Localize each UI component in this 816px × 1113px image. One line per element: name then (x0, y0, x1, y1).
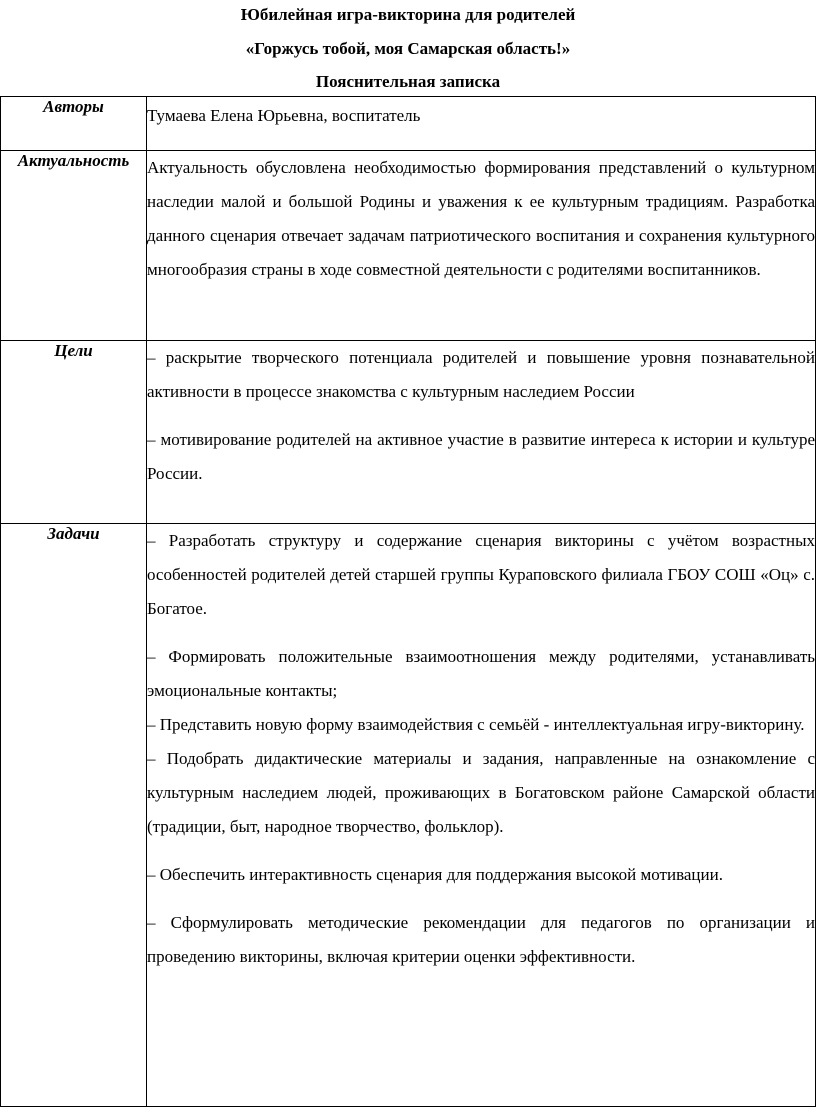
row-content-authors (147, 97, 816, 151)
row-label-relevance: Актуальность (1, 151, 147, 341)
task-item: – Формировать положительные взаимоотношения между родителями, устанавливать эмоциональные контакты; (147, 647, 815, 700)
document-title: Юбилейная игра-викторина для родителей (240, 5, 576, 24)
row-label-authors: Авторы (1, 97, 147, 151)
task-item: – Представить новую форму взаимодействия с семьёй - интеллектуальная игру-викторину. (147, 715, 805, 734)
task-item: – Сформулировать методические рекомендации для педагогов по организации и проведению викторины, включая критерии оценки эффективности. (147, 913, 815, 966)
row-label-tasks: Задачи (1, 524, 147, 1107)
table-row-tasks (1, 524, 816, 1107)
task-item: – Разработать структуру и содержание сценария викторины с учётом возрастных особенностей родителей детей старшей группы Кураповского филиала ГБОУ СОШ «Оц» с. Богатое. (147, 531, 815, 618)
task-item: – Обеспечить интерактивность сценария для поддержания высокой мотивации. (147, 865, 723, 884)
row-content-goals (147, 341, 816, 524)
table-row-relevance (1, 151, 816, 341)
relevance-text: Актуальность обусловлена необходимостью формирования представлений о культурном наследии малой и большой Родины и уважения к ее культурным традициям. Разработка данного сценария отвечает задачам патриотического воспитания и сохранения культурного многообразия страны в ходе совместной деятельности с родителями воспитанников. (147, 158, 815, 279)
goal-item: – мотивирование родителей на активное участие в развитие интереса к истории и культуре России. (147, 430, 815, 483)
authors-text: Тумаева Елена Юрьевна, воспитатель (147, 106, 421, 125)
row-label-goals: Цели (1, 341, 147, 524)
row-content-tasks (147, 524, 816, 1107)
goal-item: – раскрытие творческого потенциала родителей и повышение уровня познавательной активности в процессе знакомства с культурным наследием России (147, 348, 815, 401)
row-content-relevance (147, 151, 816, 341)
table-row-authors (1, 97, 816, 151)
explanatory-note-table (0, 96, 816, 1107)
document-subtitle: Пояснительная записка (315, 72, 501, 91)
task-item: – Подобрать дидактические материалы и задания, направленные на ознакомление с культурным наследием людей, проживающих в Богатовском районе Самарской области (традиции, быт, народное творчество, фольклор). (147, 749, 815, 836)
table-row-goals (1, 341, 816, 524)
document-title-quote: «Горжусь тобой, моя Самарская область!» (245, 39, 571, 58)
